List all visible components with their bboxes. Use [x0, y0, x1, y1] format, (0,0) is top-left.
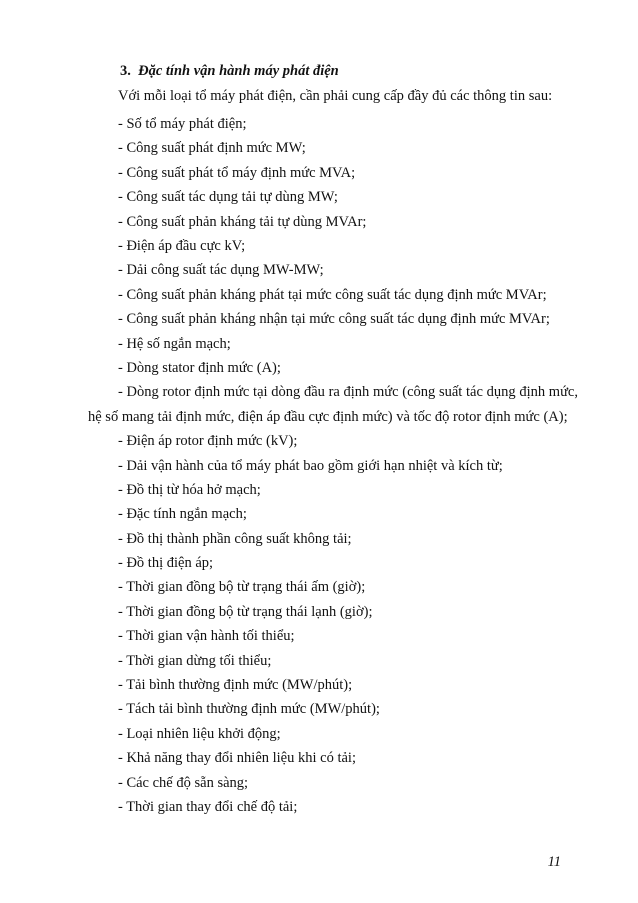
- list-item: - Loại nhiên liệu khởi động;: [118, 725, 281, 742]
- list-item: - Công suất phản kháng phát tại mức công suất tác dụng định mức MVAr;: [118, 286, 547, 303]
- list-item: - Dải công suất tác dụng MW-MW;: [118, 262, 324, 279]
- list-item: - Công suất tác dụng tải tự dùng MW;: [118, 189, 338, 206]
- section-heading: [120, 63, 339, 80]
- list-item: - Thời gian đồng bộ từ trạng thái ấm (giờ);: [118, 579, 366, 596]
- list-item: - Đồ thị thành phần công suất không tải;: [118, 530, 352, 547]
- intro-paragraph: Với mỗi loại tổ máy phát điện, cần phải cung cấp đầy đủ các thông tin sau:: [118, 88, 553, 104]
- list-item: - Khả năng thay đổi nhiên liệu khi có tải;: [118, 750, 356, 767]
- list-item: - Dòng rotor định mức tại dòng đầu ra định mức (công suất tác dụng định mức, hệ số mang tải định mức, điện áp đầu cực định mức) và tốc độ rotor định mức (A);: [88, 384, 578, 425]
- requirements-list: [0, 112, 638, 819]
- list-item: - Dòng stator định mức (A);: [118, 359, 281, 376]
- list-item: - Thời gian vận hành tối thiểu;: [118, 628, 295, 645]
- list-item: - Đặc tính ngắn mạch;: [118, 506, 247, 523]
- section-title: Đặc tính vận hành máy phát điện: [138, 63, 339, 79]
- list-item: - Công suất phản kháng nhận tại mức công suất tác dụng định mức MVAr;: [118, 311, 550, 328]
- list-item: - Thời gian thay đổi chế độ tải;: [118, 798, 298, 815]
- list-item: - Công suất phát định mức MW;: [118, 140, 306, 157]
- list-item: - Số tổ máy phát điện;: [118, 116, 247, 132]
- list-item: - Hệ số ngắn mạch;: [118, 335, 231, 352]
- list-item: - Công suất phản kháng tải tự dùng MVAr;: [118, 213, 367, 230]
- list-item: - Công suất phát tổ máy định mức MVA;: [118, 164, 356, 181]
- list-item: - Tải bình thường định mức (MW/phút);: [118, 677, 353, 694]
- list-item: - Điện áp đầu cực kV;: [118, 237, 246, 254]
- list-item: - Tách tải bình thường định mức (MW/phút);: [118, 701, 380, 718]
- list-item: - Các chế độ sẵn sàng;: [118, 774, 249, 791]
- list-item: - Thời gian dừng tối thiểu;: [118, 652, 272, 669]
- list-item: - Thời gian đồng bộ từ trạng thái lạnh (giờ);: [118, 603, 373, 620]
- list-item: - Đồ thị điện áp;: [118, 555, 214, 572]
- section-number: 3.: [120, 63, 131, 79]
- list-item: - Dải vận hành của tổ máy phát bao gồm giới hạn nhiệt và kích từ;: [118, 457, 503, 474]
- list-item: - Điện áp rotor định mức (kV);: [118, 433, 298, 450]
- list-item: - Đồ thị từ hóa hở mạch;: [118, 481, 261, 498]
- page-number: 11: [547, 854, 561, 870]
